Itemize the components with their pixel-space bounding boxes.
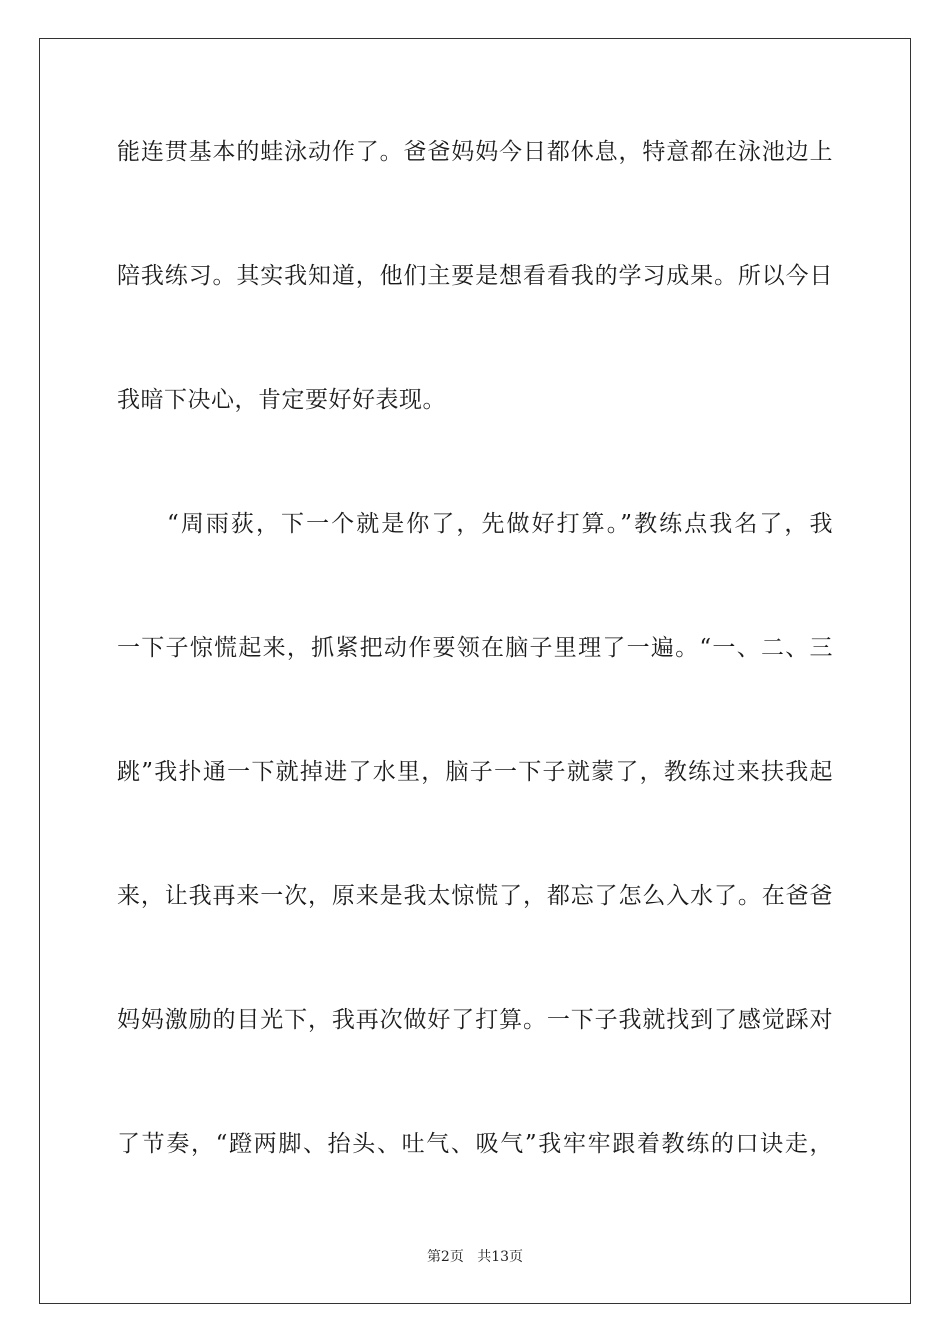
text-line-9: 了节奏，“蹬两脚、抬头、吐气、吸气”我牢牢跟着教练的口诀走， <box>117 1131 833 1157</box>
text-line-1: 能连贯基本的蛙泳动作了。爸爸妈妈今日都休息，特意都在泳池边上 <box>117 139 833 165</box>
text-line-4: “周雨荻，下一个就是你了，先做好打算。”教练点我名了，我 <box>167 511 833 537</box>
text-line-6: 跳”我扑通一下就掉进了水里，脑子一下子就蒙了，教练过来扶我起 <box>117 759 833 785</box>
page-footer <box>0 1248 950 1266</box>
page-total: 共13页 <box>477 1249 524 1265</box>
text-line-2: 陪我练习。其实我知道，他们主要是想看看我的学习成果。所以今日 <box>117 263 833 289</box>
text-line-5: 一下子惊慌起来，抓紧把动作要领在脑子里理了一遍。“一、二、三 <box>117 635 833 661</box>
page-number: 第2页 <box>426 1249 464 1265</box>
page-frame <box>39 38 911 1304</box>
text-line-7: 来，让我再来一次，原来是我太惊慌了，都忘了怎么入水了。在爸爸 <box>117 883 833 909</box>
text-line-3: 我暗下决心，肯定要好好表现。 <box>117 387 446 413</box>
text-line-8: 妈妈激励的目光下，我再次做好了打算。一下子我就找到了感觉踩对 <box>117 1007 833 1033</box>
